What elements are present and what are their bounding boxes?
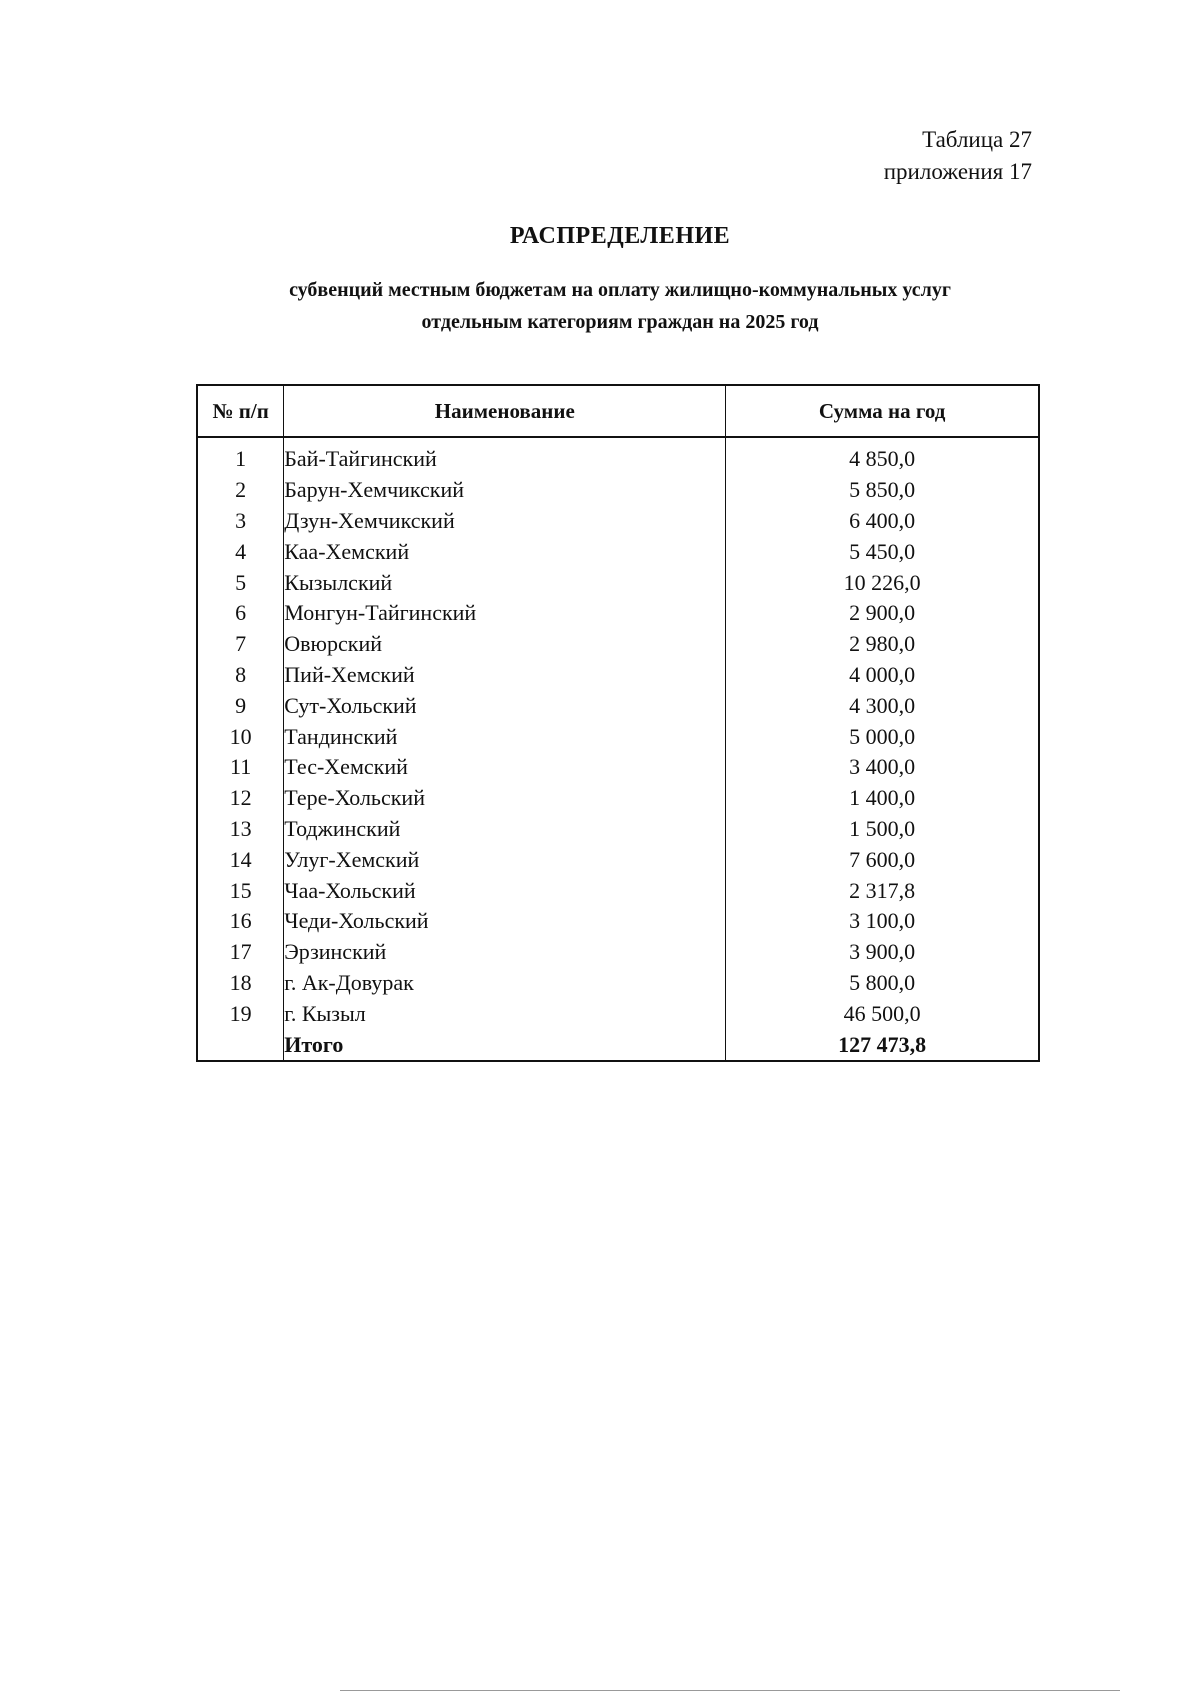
row-name: Тере-Хольский bbox=[284, 783, 726, 814]
subtitle-line-1: субвенций местным бюджетам на оплату жилищно-коммунальных услуг bbox=[289, 279, 951, 301]
table-row bbox=[197, 968, 1039, 999]
table-row bbox=[197, 875, 1039, 906]
row-sum: 3 900,0 bbox=[849, 939, 916, 965]
row-number: 1 bbox=[197, 437, 284, 475]
table-row bbox=[197, 506, 1039, 537]
row-number: 13 bbox=[197, 814, 284, 845]
row-sum: 3 100,0 bbox=[849, 908, 916, 934]
row-sum: 2 980,0 bbox=[849, 631, 916, 657]
table-row bbox=[197, 814, 1039, 845]
row-sum: 46 500,0 bbox=[843, 1000, 921, 1026]
row-name: Чаа-Хольский bbox=[284, 875, 726, 906]
table-row bbox=[197, 752, 1039, 783]
row-number: 5 bbox=[197, 567, 284, 598]
row-number: 9 bbox=[197, 690, 284, 721]
row-number: 8 bbox=[197, 660, 284, 691]
row-number: 19 bbox=[197, 998, 284, 1029]
table-row bbox=[197, 906, 1039, 937]
row-sum: 7 600,0 bbox=[849, 846, 916, 872]
row-number: 10 bbox=[197, 721, 284, 752]
table-row bbox=[197, 721, 1039, 752]
document-subtitle bbox=[0, 274, 1200, 338]
row-name: Барун-Хемчикский bbox=[284, 475, 726, 506]
appendix-number: приложения 17 bbox=[883, 159, 1032, 184]
total-sum: 127 473,8 bbox=[838, 1031, 927, 1057]
row-name: Дзун-Хемчикский bbox=[284, 506, 726, 537]
row-number: 16 bbox=[197, 906, 284, 937]
row-sum: 1 400,0 bbox=[849, 785, 916, 811]
table-row bbox=[197, 844, 1039, 875]
row-name: Эрзинский bbox=[284, 937, 726, 968]
table-row bbox=[197, 437, 1039, 475]
row-name: Улуг-Хемский bbox=[284, 844, 726, 875]
row-number: 2 bbox=[197, 475, 284, 506]
document-title: РАСПРЕДЕЛЕНИЕ bbox=[509, 223, 731, 249]
row-number: 18 bbox=[197, 968, 284, 999]
row-name: Овюрский bbox=[284, 629, 726, 660]
table-total-row bbox=[197, 1029, 1039, 1061]
row-name: Каа-Хемский bbox=[284, 536, 726, 567]
row-name: Бай-Тайгинский bbox=[284, 437, 726, 475]
row-number: 12 bbox=[197, 783, 284, 814]
row-sum: 3 400,0 bbox=[849, 754, 916, 780]
scan-edge-line bbox=[340, 1690, 1120, 1691]
row-sum: 1 500,0 bbox=[849, 815, 916, 841]
row-name: Кызылский bbox=[284, 567, 726, 598]
row-sum: 5 000,0 bbox=[849, 723, 916, 749]
row-name: Чеди-Хольский bbox=[284, 906, 726, 937]
row-name: г. Ак-Довурак bbox=[284, 968, 726, 999]
table-row bbox=[197, 536, 1039, 567]
total-number-cell bbox=[197, 1029, 284, 1061]
row-name: Пий-Хемский bbox=[284, 660, 726, 691]
row-sum: 5 850,0 bbox=[849, 477, 916, 503]
table-row bbox=[197, 783, 1039, 814]
table-row bbox=[197, 690, 1039, 721]
row-sum: 6 400,0 bbox=[849, 507, 916, 533]
row-number: 17 bbox=[197, 937, 284, 968]
table-row bbox=[197, 567, 1039, 598]
row-number: 7 bbox=[197, 629, 284, 660]
row-number: 15 bbox=[197, 875, 284, 906]
row-sum: 5 450,0 bbox=[849, 538, 916, 564]
table-row bbox=[197, 475, 1039, 506]
total-label: Итого bbox=[284, 1029, 726, 1061]
row-name: Монгун-Тайгинский bbox=[284, 598, 726, 629]
table-number: Таблица 27 bbox=[922, 127, 1032, 152]
table-row bbox=[197, 629, 1039, 660]
row-name: Сут-Хольский bbox=[284, 690, 726, 721]
table-row bbox=[197, 598, 1039, 629]
row-name: Тандинский bbox=[284, 721, 726, 752]
subtitle-line-2: отдельным категориям граждан на 2025 год bbox=[421, 311, 819, 333]
table-row bbox=[197, 937, 1039, 968]
row-sum: 10 226,0 bbox=[843, 569, 921, 595]
table-reference bbox=[884, 124, 1032, 188]
header-number: № п/п bbox=[197, 385, 284, 437]
table-row bbox=[197, 660, 1039, 691]
row-number: 3 bbox=[197, 506, 284, 537]
distribution-table bbox=[196, 384, 1040, 1062]
row-sum: 4 000,0 bbox=[849, 661, 916, 687]
row-name: Тес-Хемский bbox=[284, 752, 726, 783]
table-header-row bbox=[197, 385, 1039, 437]
row-sum: 4 300,0 bbox=[849, 692, 916, 718]
row-number: 4 bbox=[197, 536, 284, 567]
row-sum: 4 850,0 bbox=[849, 446, 916, 472]
row-name: г. Кызыл bbox=[284, 998, 726, 1029]
row-sum: 2 900,0 bbox=[849, 600, 916, 626]
header-name: Наименование bbox=[284, 385, 726, 437]
row-sum: 5 800,0 bbox=[849, 969, 916, 995]
header-sum: Сумма на год bbox=[726, 385, 1039, 437]
row-number: 11 bbox=[197, 752, 284, 783]
table-row bbox=[197, 998, 1039, 1029]
row-sum: 2 317,8 bbox=[849, 877, 916, 903]
row-number: 6 bbox=[197, 598, 284, 629]
row-number: 14 bbox=[197, 844, 284, 875]
row-name: Тоджинский bbox=[284, 814, 726, 845]
